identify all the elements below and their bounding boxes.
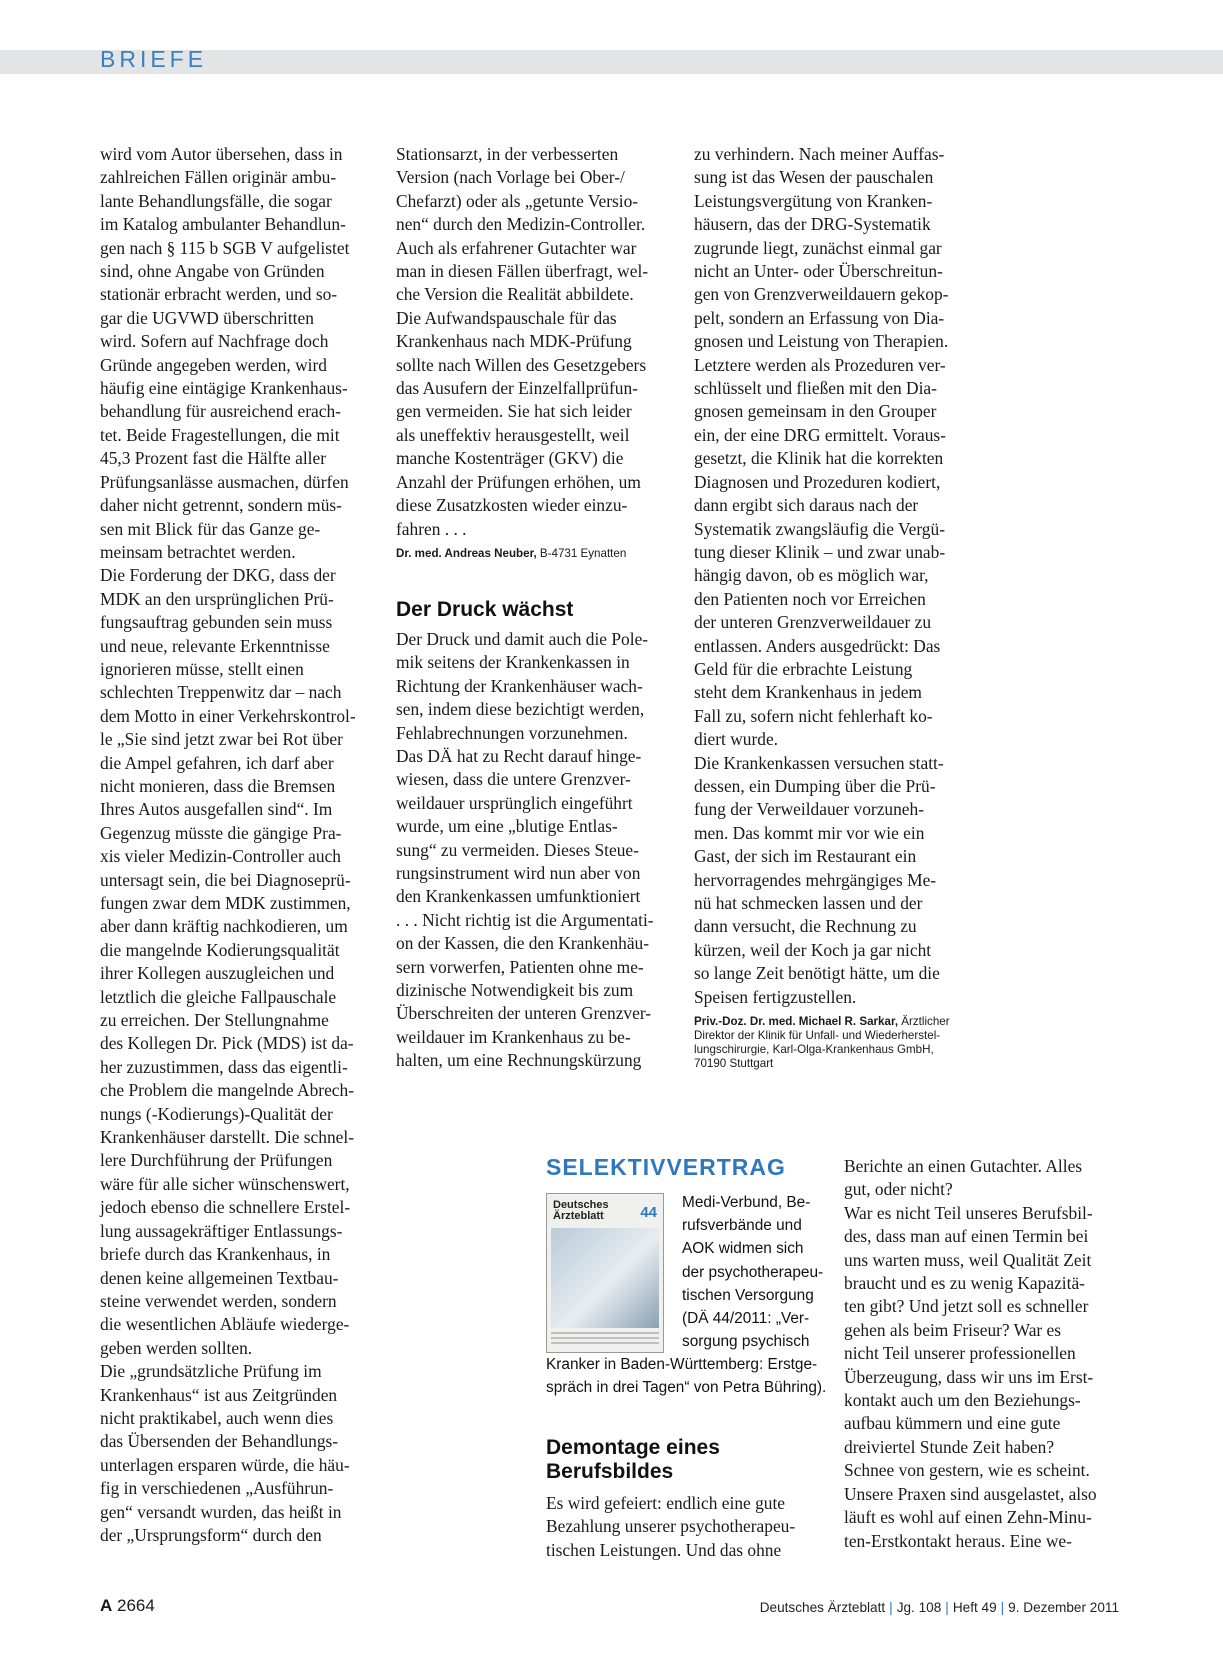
text-line: gen nach § 115 b SGB V aufgelistet <box>100 237 350 258</box>
text-line: Unsere Praxen sind ausgelastet, also <box>844 1483 1097 1504</box>
topic-selektivvertrag: SELEKTIVVERTRAG <box>546 1154 786 1180</box>
text-line: diese Zusatzkosten wieder einzu- <box>396 495 628 516</box>
text-line: steine verwendet werden, sondern <box>100 1290 337 1311</box>
column-3-text <box>694 143 984 1009</box>
footer-volume: Jg. 108 <box>896 1600 942 1615</box>
text-line: tet. Beide Fragestellungen, die mit <box>100 424 340 445</box>
column-4-text <box>546 1492 836 1562</box>
text-line: fungen zwar dem MDK zustimmen, <box>100 893 351 913</box>
text-line: schlüsselt und fließen mit den Dia- <box>694 378 937 399</box>
text-line: den Patienten noch vor Erreichen <box>694 588 926 609</box>
text-line: halten, um eine Rechnungskürzung <box>396 1050 642 1071</box>
text-line: Das DÄ hat zu Recht darauf hinge- <box>396 745 642 766</box>
text-line: che Version die Realität abbildete. <box>396 284 634 305</box>
heading-demontage-line-1: Demontage eines <box>546 1436 720 1459</box>
text-line: Gründe angegeben werden, wird <box>100 354 327 375</box>
page-number-value: 2664 <box>117 1596 155 1615</box>
text-line: nicht Teil unserer professionellen <box>844 1343 1076 1364</box>
signature-sarkar-line-2: Direktor der Klinik für Unfall- und Wiederherstel- <box>694 1029 941 1043</box>
text-line: der „Ursprungsform“ durch den <box>100 1524 322 1545</box>
signature-sarkar-name: Priv.-Doz. Dr. med. Michael R. Sarkar, <box>694 1015 899 1029</box>
text-line: xis vieler Medizin-Controller auch <box>100 846 341 867</box>
text-line: War es nicht Teil unseres Berufsbil- <box>844 1202 1093 1223</box>
text-line: Ihres Autos ausgefallen sind“. Im <box>100 799 333 820</box>
text-line: im Katalog ambulanter Behandlun- <box>100 214 346 235</box>
text-line: sind, ohne Angabe von Gründen <box>100 261 325 282</box>
text-line: schlechten Treppenwitz dar – nach <box>100 682 342 703</box>
text-line: denen keine allgemeinen Textbau- <box>100 1267 339 1288</box>
signature-neuber <box>396 547 676 561</box>
text-line: untersagt sein, die bei Diagnoseprü- <box>100 869 351 890</box>
text-line: 45,3 Prozent fast die Hälfte aller <box>100 448 326 469</box>
text-line: Leistungsvergütung von Kranken- <box>694 190 933 211</box>
text-line: Auch als erfahrener Gutachter war <box>396 237 637 258</box>
text-line: rufsverbände und <box>682 1217 802 1235</box>
text-line: behandlung für ausreichend erach- <box>100 401 341 422</box>
text-line: kontakt auch um den Beziehungs- <box>844 1390 1081 1411</box>
text-line: stationär erbracht werden, und so- <box>100 284 338 305</box>
text-line: uns warten muss, weil Qualität Zeit <box>844 1249 1092 1270</box>
column-2 <box>396 143 676 1073</box>
text-line: Stationsarzt, in der verbesserten <box>396 144 619 164</box>
text-line: kürzen, weil der Koch ja gar nicht <box>694 939 932 960</box>
text-line: Die Aufwandspauschale für das <box>396 307 617 328</box>
signature-sarkar-role: Ärztlicher <box>898 1015 950 1029</box>
text-line: geben werden sollten. <box>100 1337 253 1358</box>
heading-demontage-line-2: Berufsbildes <box>546 1460 674 1483</box>
text-line: zahlreichen Fällen originär ambu- <box>100 167 337 188</box>
text-line: sung ist das Wesen der pauschalen <box>694 167 934 188</box>
text-line: Fall zu, sofern nicht fehlerhaft ko- <box>694 705 933 726</box>
cover-blurb-full-text <box>546 1353 826 1399</box>
footer-issue: Heft 49 <box>952 1600 997 1615</box>
text-line: gnosen und Leistung von Therapien. <box>694 331 949 352</box>
text-line: nicht monieren, dass die Bremsen <box>100 775 336 796</box>
text-line: Krankenhaus“ ist aus Zeitgründen <box>100 1384 338 1405</box>
text-line: gen vermeiden. Sie hat sich leider <box>396 401 632 422</box>
text-line: ten gibt? Und jetzt soll es schneller <box>844 1296 1089 1317</box>
text-line: Gegenzug müsste die gängige Pra- <box>100 822 342 843</box>
text-line: gen“ versandt wurden, das heißt in <box>100 1501 342 1522</box>
text-line: Die Forderung der DKG, dass der <box>100 565 336 586</box>
text-line: her zuzustimmen, dass das eigentli- <box>100 1056 348 1077</box>
text-line: die Ampel gefahren, ich darf aber <box>100 752 334 773</box>
signature-neuber-name: Dr. med. Andreas Neuber, <box>396 546 537 560</box>
cover-masthead: Deutsches Ärzteblatt <box>553 1199 609 1222</box>
text-line: weildauer ursprünglich eingeführt <box>396 792 633 813</box>
text-line: braucht und es zu wenig Kapazitä- <box>844 1273 1085 1294</box>
text-line: Die „grundsätzliche Prüfung im <box>100 1361 322 1382</box>
text-line: als uneffektiv herausgestellt, weil <box>396 424 630 445</box>
text-line: den Krankenkassen umfunktioniert <box>396 886 641 907</box>
text-line: dessen, ein Dumping über die Prü- <box>694 775 936 796</box>
heading-demontage <box>546 1436 836 1484</box>
text-line: gesetzt, die Klinik hat die korrekten <box>694 448 944 469</box>
text-line: manche Kostenträger (GKV) die <box>396 448 624 469</box>
signature-sarkar-line-4: 70190 Stuttgart <box>694 1057 774 1071</box>
text-line: nicht an Unter- oder Überschreitun- <box>694 261 943 282</box>
text-line: Chefarzt) oder als „getunte Versio- <box>396 190 639 211</box>
text-line: fungsauftrag gebunden sein muss <box>100 612 333 633</box>
text-line: wurde, um eine „blutige Entlas- <box>396 816 618 837</box>
text-line: Krankenhaus nach MDK-Prüfung <box>396 331 632 352</box>
text-line: Fehlabrechnungen vorzunehmen. <box>396 722 628 743</box>
text-line: sern vorwerfen, Patienten ohne me- <box>396 956 644 977</box>
text-line: ten-Erstkontakt heraus. Eine we- <box>844 1530 1072 1551</box>
text-line: dann versucht, die Rechnung zu <box>694 916 917 937</box>
text-line: weildauer im Krankenhaus zu be- <box>396 1026 631 1047</box>
text-line: nicht praktikabel, auch wenn dies <box>100 1407 334 1428</box>
page-prefix: A <box>100 1596 113 1615</box>
text-line: jedoch ebenso die schnellere Erstel- <box>100 1197 351 1218</box>
cover-blurb-full <box>546 1353 826 1399</box>
text-line: der unteren Grenzverweildauer zu <box>694 612 932 633</box>
text-line: die wesentlichen Abläufe wiederge- <box>100 1314 350 1335</box>
text-line: daher nicht getrennt, sondern müs- <box>100 495 342 516</box>
text-line: gar die UGVWD überschritten <box>100 307 314 328</box>
text-line: zu erreichen. Der Stellungnahme <box>100 1010 329 1031</box>
text-line: sollte nach Willen des Gesetzgebers <box>396 354 647 375</box>
text-line: sen mit Blick für das Ganze ge- <box>100 518 321 539</box>
text-line: MDK an den ursprünglichen Prü- <box>100 588 334 609</box>
text-line: zu verhindern. Nach meiner Auffas- <box>694 144 945 164</box>
text-line: das Ausufern der Einzelfallprüfun- <box>396 378 638 399</box>
text-line: lante Behandlungsfälle, die sogar <box>100 190 332 211</box>
text-line: AOK widmen sich <box>682 1240 804 1258</box>
text-line: unterlagen ersparen würde, die häu- <box>100 1454 350 1475</box>
text-line: und neue, relevante Erkenntnisse <box>100 635 330 656</box>
text-line: Letztere werden als Prozeduren ver- <box>694 354 946 375</box>
text-line: Krankenhäuser darstellt. Die schnel- <box>100 1127 354 1148</box>
text-line: häusern, das der DRG-Systematik <box>694 214 931 235</box>
text-line: ein, der eine DRG ermittelt. Voraus- <box>694 424 946 445</box>
text-line: Überzeugung, dass wir uns im Erst- <box>844 1366 1094 1387</box>
text-line: gehen als beim Friseur? War es <box>844 1319 1062 1340</box>
text-line: der psychotherapeu- <box>682 1263 824 1281</box>
text-line: pelt, sondern an Erfassung von Dia- <box>694 307 945 328</box>
column-4 <box>546 1436 836 1562</box>
text-line: ignorieren müsse, stellt einen <box>100 658 304 679</box>
footer-citation: Deutsches Ärzteblatt | Jg. 108 | Heft 49 | 9. Dezember 2011 <box>759 1600 1119 1615</box>
section-label: BRIEFE <box>100 46 208 72</box>
text-line: entlassen. Anders ausgedrückt: Das <box>694 635 941 656</box>
text-line: sen, indem diese bezichtigt werden, <box>396 699 645 720</box>
text-line: aber dann kräftig nachkodieren, um <box>100 916 348 937</box>
text-line: Diagnosen und Prozeduren kodiert, <box>694 471 941 492</box>
text-line: häufig eine eintägige Krankenhaus- <box>100 378 348 399</box>
text-line: mik seitens der Krankenkassen in <box>396 652 630 673</box>
text-line: Prüfungsanlässe ausmachen, dürfen <box>100 471 349 492</box>
text-line: nen“ durch den Medizin-Controller. <box>396 214 646 235</box>
magazine-cover-thumbnail <box>546 1193 664 1353</box>
text-line: sorgung psychisch <box>682 1333 810 1351</box>
text-line: man in diesen Fällen überfragt, wel- <box>396 261 649 282</box>
text-line: . . . Nicht richtig ist die Argumentati- <box>396 909 654 930</box>
text-line: wiesen, dass die untere Grenzver- <box>396 769 631 790</box>
text-line: nungs (-Kodierungs)-Qualität der <box>100 1103 333 1124</box>
signature-sarkar <box>694 1015 984 1071</box>
column-2-top-text <box>396 143 676 541</box>
text-line: tischen Versorgung <box>682 1286 814 1304</box>
column-5 <box>844 1155 1134 1553</box>
text-line: wird. Sofern auf Nachfrage doch <box>100 331 329 352</box>
text-line: tung dieser Klinik – und zwar unab- <box>694 541 946 562</box>
text-line: Medi-Verbund, Be- <box>682 1194 811 1211</box>
text-line: wird vom Autor übersehen, dass in <box>100 144 343 164</box>
text-line: fahren . . . <box>396 518 467 539</box>
cover-blurb-side-text <box>682 1191 823 1353</box>
text-line: Geld für die erbrachte Leistung <box>694 658 913 679</box>
column-1 <box>100 143 380 1547</box>
text-line: men. Das kommt mir vor wie ein <box>694 822 925 843</box>
column-2-bottom-text <box>396 628 676 1073</box>
text-line: diert wurde. <box>694 729 779 750</box>
text-line: dem Motto in einer Verkehrskontrol- <box>100 705 356 726</box>
text-line: Version (nach Vorlage bei Ober-/ <box>396 167 625 188</box>
text-line: Richtung der Krankenhäuser wach- <box>396 675 643 696</box>
text-line: Bezahlung unserer psychotherapeu- <box>546 1516 796 1537</box>
text-line: lung aussagekräftiger Entlassungs- <box>100 1220 343 1241</box>
text-line: lere Durchführung der Prüfungen <box>100 1150 333 1171</box>
cover-issue-number: 44 <box>640 1204 657 1221</box>
text-line: steht dem Krankenhaus in jedem <box>694 682 922 703</box>
text-line: aufbau kümmern und eine gute <box>844 1413 1061 1434</box>
text-line: die mangelnde Kodierungsqualität <box>100 939 340 960</box>
text-line: Der Druck und damit auch die Pole- <box>396 628 649 649</box>
column-3 <box>694 143 984 1071</box>
page-number <box>100 1596 155 1616</box>
footer-journal: Deutsches Ärzteblatt <box>759 1600 886 1615</box>
text-line: läuft es wohl auf einen Zehn-Minu- <box>844 1507 1092 1528</box>
heading-der-druck-waechst: Der Druck wächst <box>396 597 574 621</box>
column-5-text <box>844 1155 1134 1553</box>
text-line: Speisen fertigzustellen. <box>694 986 857 1007</box>
text-line: hervorragendes mehrgängiges Me- <box>694 869 937 890</box>
text-line: gnosen gemeinsam in den Grouper <box>694 401 937 422</box>
text-line: Schnee von gestern, wie es scheint. <box>844 1460 1090 1481</box>
text-line: (DÄ 44/2011: „Ver- <box>682 1310 810 1328</box>
cover-blurb-side <box>682 1191 823 1353</box>
text-line: le „Sie sind jetzt zwar bei Rot über <box>100 729 343 750</box>
text-line: sung“ zu vermeiden. Dieses Steue- <box>396 839 639 860</box>
cover-photo <box>551 1228 659 1328</box>
text-line: Die Krankenkassen versuchen statt- <box>694 752 944 773</box>
text-line: gen von Grenzverweildauern gekop- <box>694 284 949 305</box>
text-line: Systematik zwangsläufig die Vergü- <box>694 518 945 539</box>
text-line: des, dass man auf einen Termin bei <box>844 1226 1089 1247</box>
signature-sarkar-line-3: lungschirurgie, Karl-Olga-Krankenhaus GmbH, <box>694 1043 934 1057</box>
text-line: das Übersenden der Behandlungs- <box>100 1431 339 1452</box>
text-line: briefe durch das Krankenhaus, in <box>100 1244 331 1265</box>
text-line: letztlich die gleiche Fallpauschale <box>100 986 337 1007</box>
text-line: Anzahl der Prüfungen erhöhen, um <box>396 471 641 492</box>
text-line: Überschreiten der unteren Grenzver- <box>396 1003 652 1024</box>
text-line: gut, oder nicht? <box>844 1179 953 1200</box>
text-line: Kranker in Baden-Württemberg: Erstge- <box>546 1356 818 1373</box>
text-line: dizinische Notwendigkeit bis zum <box>396 980 634 1000</box>
text-line: Gast, der sich im Restaurant ein <box>694 846 917 867</box>
text-line: nü hat schmecken lassen und der <box>694 893 923 913</box>
text-line: fig in verschiedenen „Ausführun- <box>100 1478 334 1499</box>
footer-date: 9. Dezember 2011 <box>1008 1600 1119 1615</box>
text-line: meinsam betrachtet werden. <box>100 541 296 562</box>
text-line: on der Kassen, die den Krankenhäu- <box>396 933 650 954</box>
text-line: che Problem die mangelnde Abrech- <box>100 1080 355 1101</box>
text-line: dreiviertel Stunde Zeit haben? <box>844 1436 1055 1457</box>
text-line: zugrunde liegt, zunächst einmal gar <box>694 237 942 258</box>
text-line: rungsinstrument wird nun aber von <box>396 862 641 883</box>
signature-neuber-place: B-4731 Eynatten <box>536 546 627 560</box>
text-line: tischen Leistungen. Und das ohne <box>546 1539 782 1560</box>
cover-footer-lines <box>551 1332 659 1346</box>
text-line: hängig davon, ob es möglich war, <box>694 565 929 586</box>
text-line: Berichte an einen Gutachter. Alles <box>844 1156 1083 1176</box>
text-line: fung der Verweildauer vorzuneh- <box>694 799 925 820</box>
text-line: Es wird gefeiert: endlich eine gute <box>546 1493 786 1513</box>
text-line: so lange Zeit benötigt hätte, um die <box>694 963 940 984</box>
text-line: spräch in drei Tagen“ von Petra Bühring). <box>546 1379 827 1397</box>
text-line: ihrer Kollegen auszugleichen und <box>100 963 335 984</box>
text-line: des Kollegen Dr. Pick (MDS) ist da- <box>100 1033 354 1054</box>
text-line: dann ergibt sich daraus nach der <box>694 495 919 516</box>
column-1-text <box>100 143 380 1547</box>
text-line: wäre für alle sicher wünschenswert, <box>100 1173 350 1194</box>
